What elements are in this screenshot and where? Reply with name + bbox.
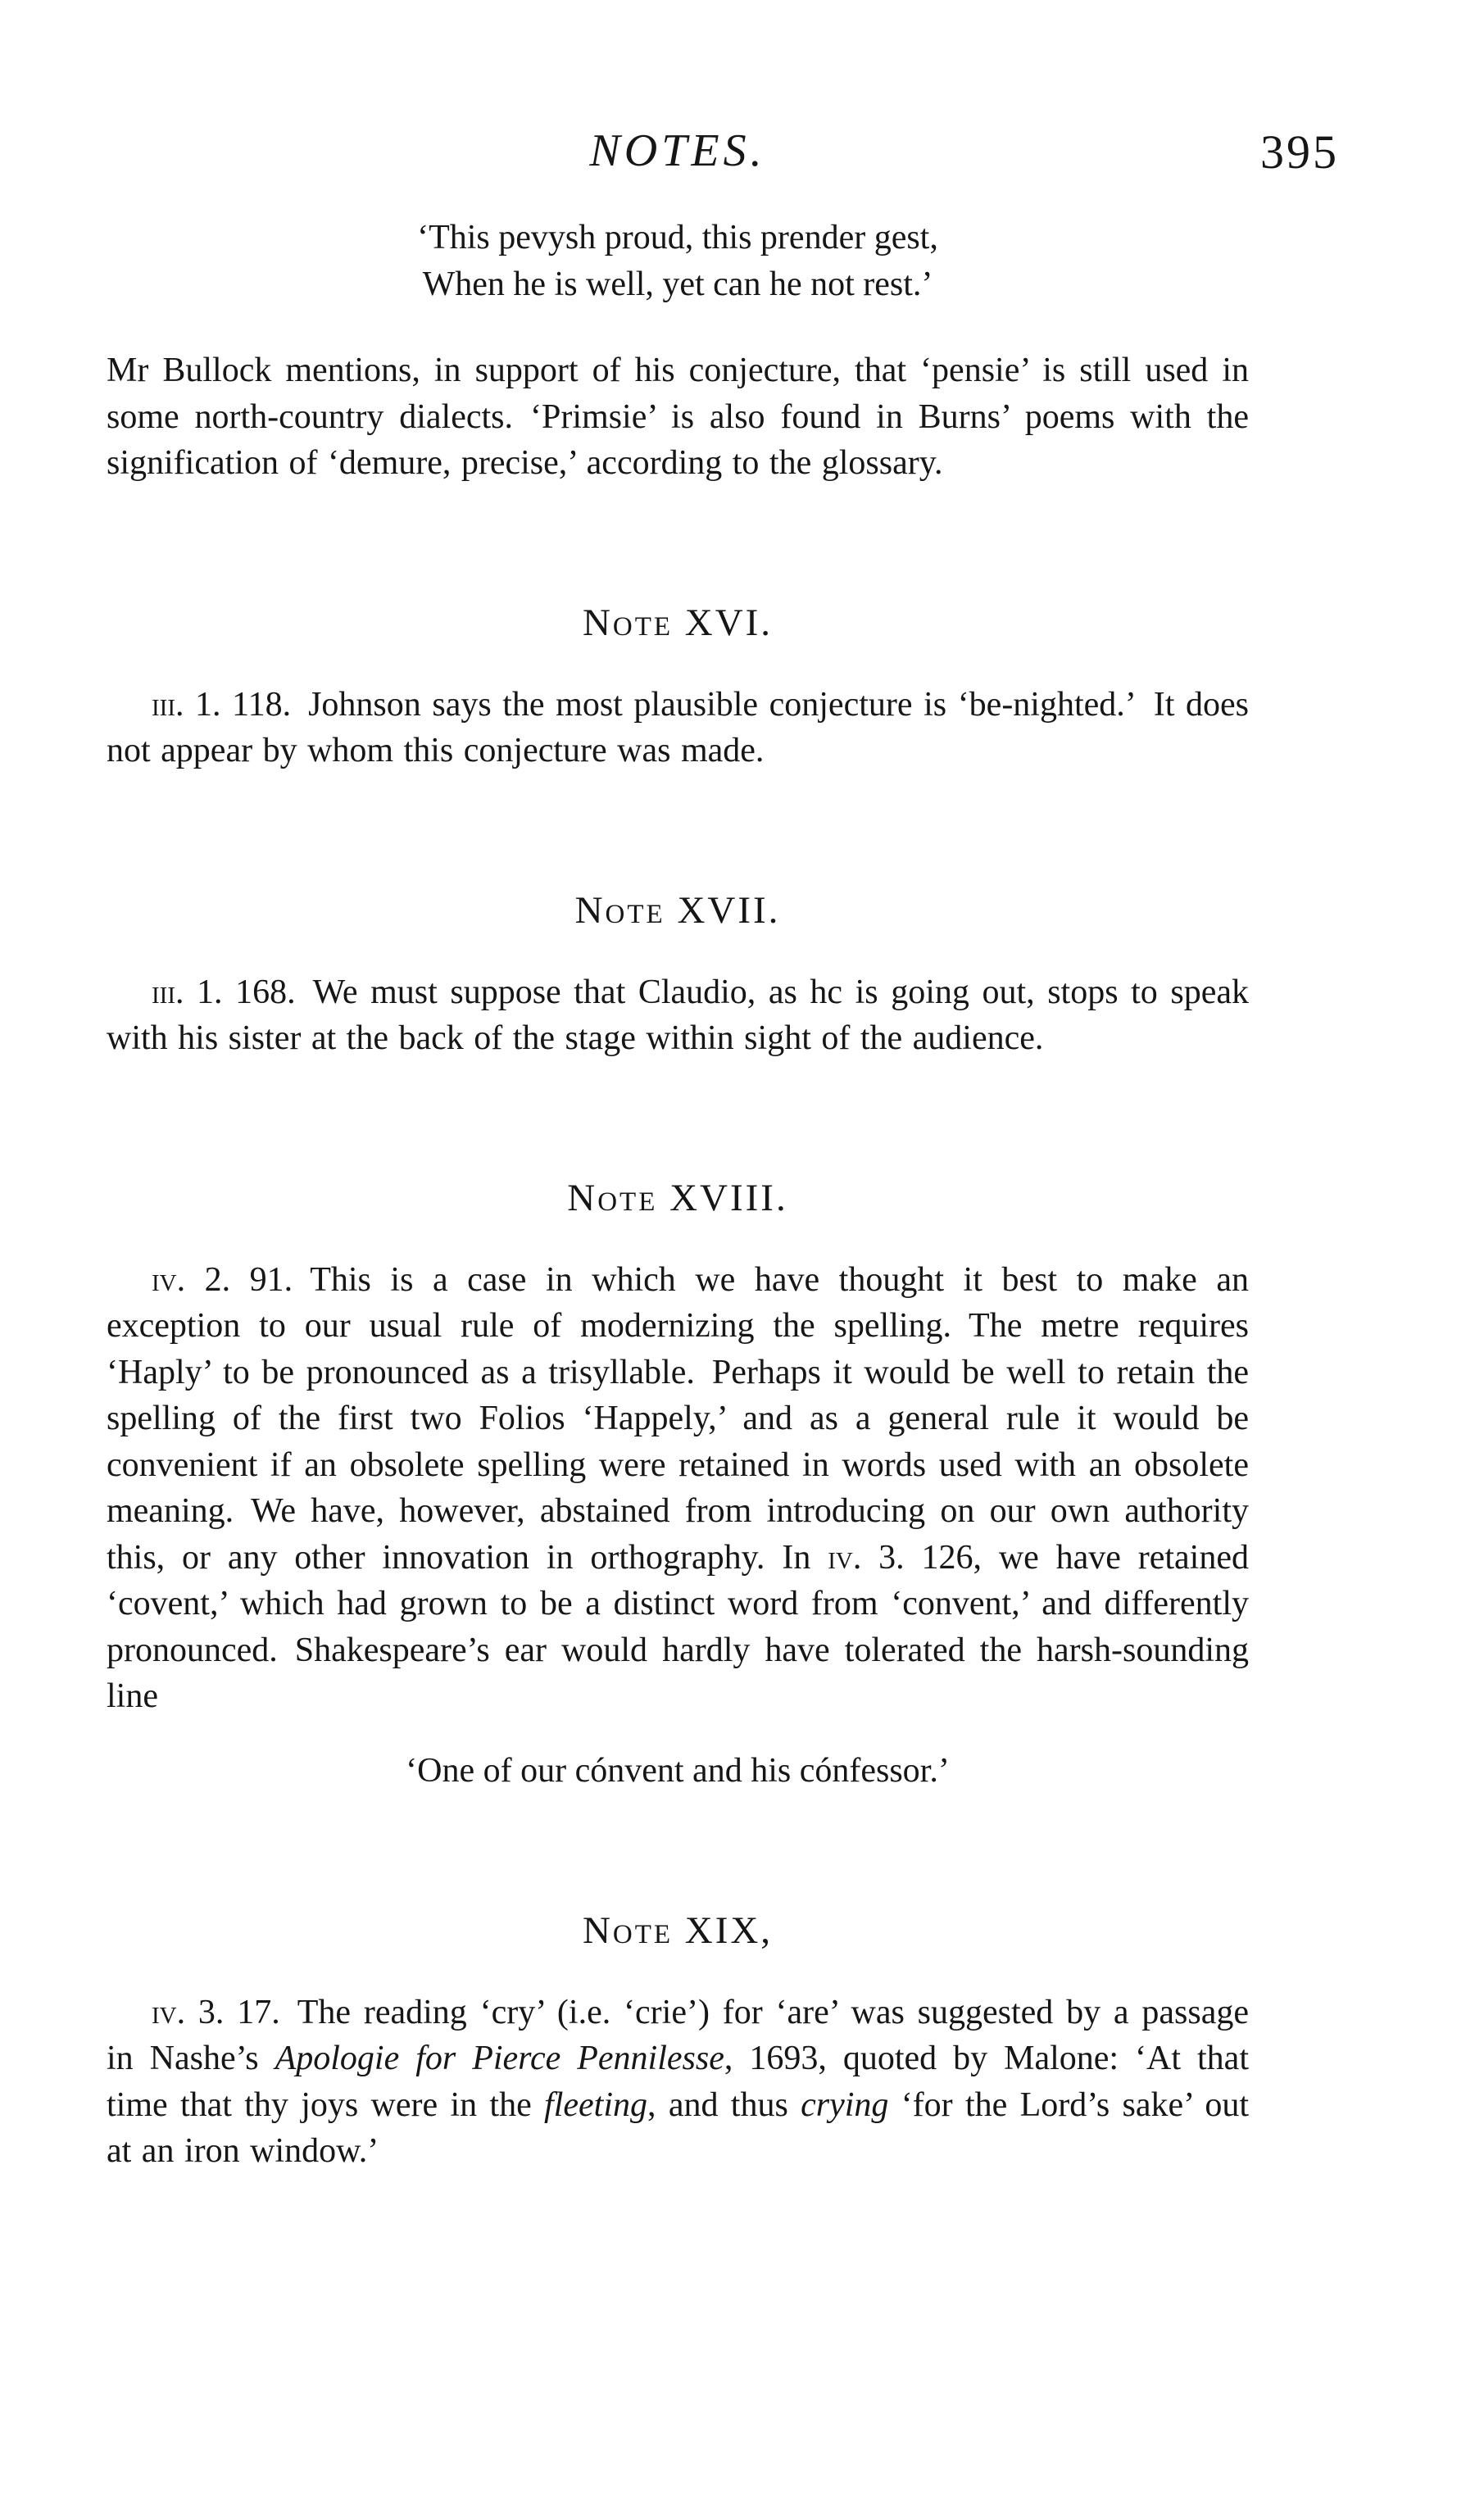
page-number: 395 <box>1260 125 1339 179</box>
note-section-xviii <box>107 1175 1249 1795</box>
note-body-text: Johnson says the most plausible conjecture is ‘be-nighted.’ It does not appear by whom this conjecture was made. <box>107 685 1249 769</box>
act-scene-line-ref: iii. 1. 118. <box>152 685 292 724</box>
verse-quote <box>107 215 1249 308</box>
note-body-text: The reading ‘cry’ (i.e. ‘crie’) for ‘are’ was suggested by a passage in Nashe’s <box>107 1993 1249 2077</box>
book-title-italic: Apologie for Pierce Pennilesse <box>275 2040 724 2077</box>
note-heading: Note XIX, <box>582 1908 774 1952</box>
verse-line: When he is well, yet can he not rest.’ <box>422 265 933 303</box>
note-body-text: , we have retained ‘covent,’ which had grown to be a distinct word from ‘convent,’ and differently pronounced. Shakespeare’s ear would hardly have tolerated the harsh-sounding line <box>107 1538 1249 1715</box>
running-title: NOTES. <box>589 125 766 176</box>
page-header <box>107 125 1339 184</box>
quoted-verse-line: ‘One of our cónvent and his cónfessor.’ <box>406 1751 950 1790</box>
italic-term: crying <box>801 2085 889 2124</box>
note-heading: Note XVI. <box>582 601 774 644</box>
note-paragraph <box>107 682 1249 774</box>
act-scene-line-ref: iv. 2. 91. <box>152 1260 293 1299</box>
text-column <box>107 0 1339 2175</box>
note-body-text: This is a case in which we have thought it best to make an exception to our usual rule of modernizing the spelling. The metre requires ‘Haply’ to be pronounced as a trisyllable. Perhaps it would be well to retain the spelling of the first two Folios ‘Happely,’ and as a general rule it would be convenient if an obsolete spelling were retained in words used with an obsolete meaning. We have, however, abstained from introducing on our own authority this, or any other innovation in orthography. In <box>107 1260 1249 1577</box>
note-heading: Note XVII. <box>574 888 781 932</box>
act-scene-line-ref: iv. 3. 126 <box>828 1538 973 1577</box>
intro-paragraph: Mr Bullock mentions, in support of his conjecture, that ‘pensie’ is still used in some north-country dialects. ‘Primsie’ is also found in Burns’ poems with the signification of ‘demure, precise,’ according to the glossary. <box>107 352 1249 482</box>
verse-line: ‘This pevysh proud, this prender gest, <box>417 219 938 256</box>
note-paragraph <box>107 1990 1249 2175</box>
act-scene-line-ref: iii. 1. 168. <box>152 973 296 1011</box>
note-paragraph <box>107 1257 1249 1720</box>
note-body-text: , and thus <box>647 2085 801 2124</box>
note-body-text: We must suppose that Claudio, as hc is going out, stops to speak with his sister at the back of the stage within sight of the audience. <box>107 973 1249 1057</box>
note-paragraph <box>107 969 1249 1062</box>
italic-term: fleeting <box>544 2085 648 2124</box>
note-section-xix <box>107 1908 1249 2175</box>
note-section-xvii <box>107 887 1249 1062</box>
note-body-text: , 1693, quoted by Malone: ‘At that time that thy joys were in the <box>107 2040 1249 2124</box>
note-heading: Note XVIII. <box>567 1176 788 1219</box>
note-section-xvi <box>107 600 1249 774</box>
note-body-text: ‘for the Lord’s sake’ out at an iron window.’ <box>107 2085 1250 2170</box>
act-scene-line-ref: iv. 3. 17. <box>152 1993 280 2031</box>
